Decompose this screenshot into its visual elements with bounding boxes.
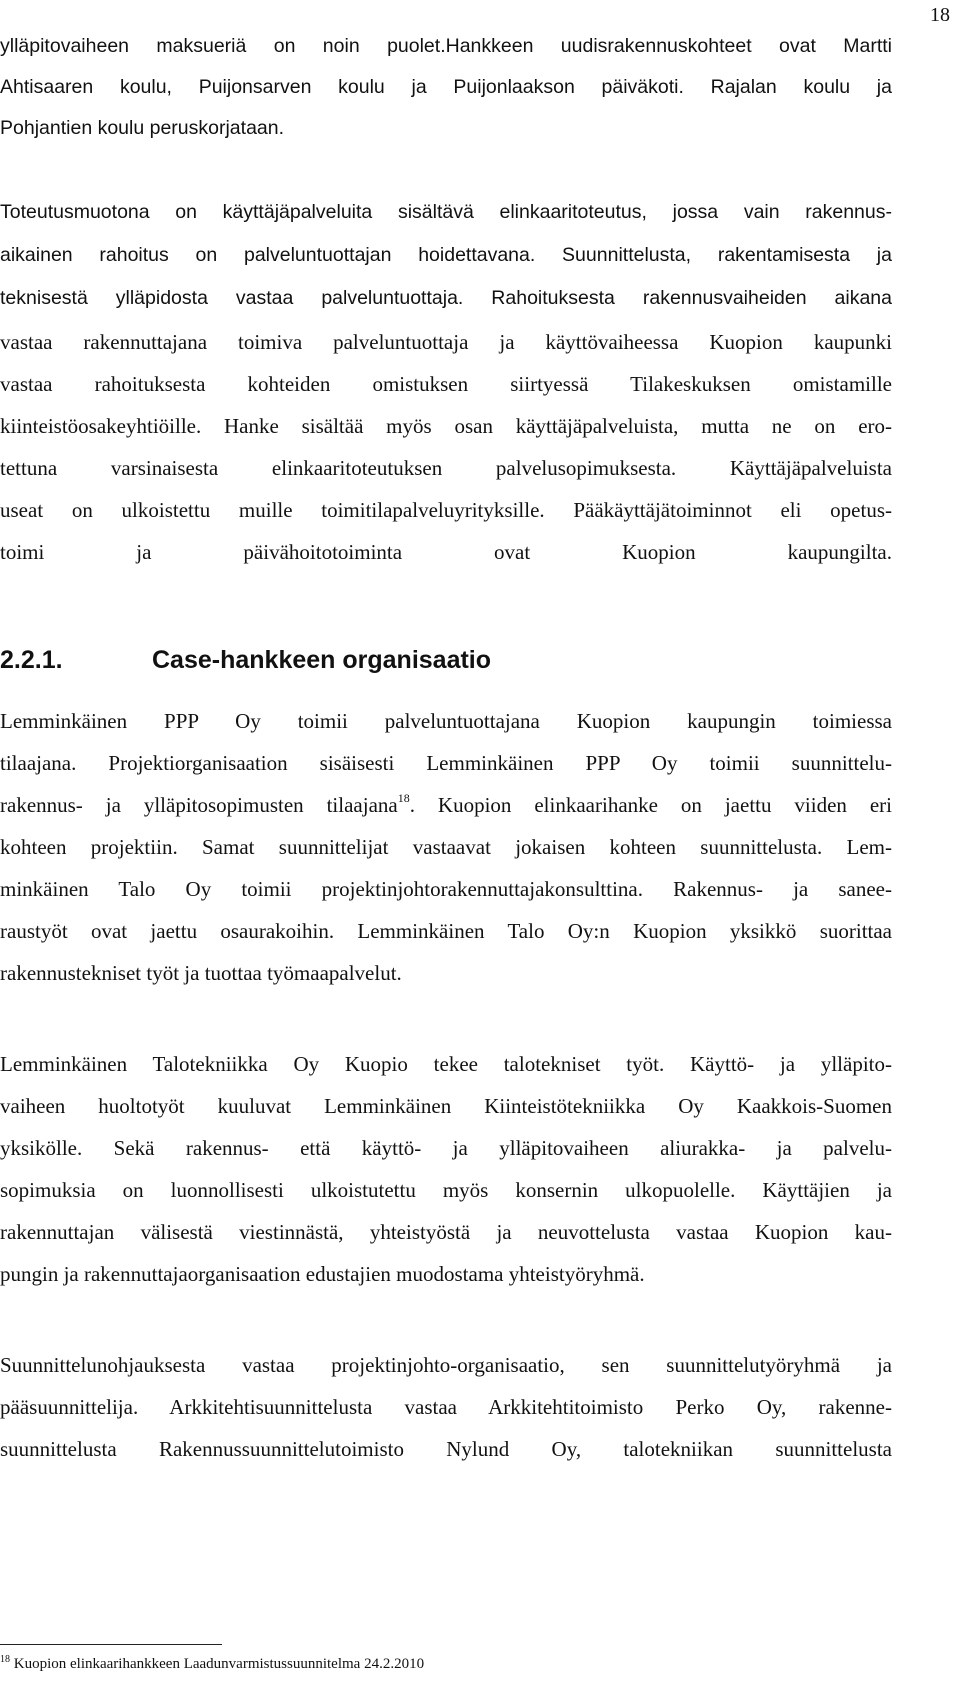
paragraph-line: yksikölle. Sekä rakennus- että käyttö- ja ylläpitovaiheen aliurakka- ja palvelu-	[0, 1136, 892, 1160]
section-number: 2.2.1.	[0, 646, 63, 674]
paragraph-line: vastaa rahoituksesta kohteiden omistuksen siirtyessä Tilakeskuksen omistamille	[0, 372, 892, 396]
footnote-divider	[0, 1644, 222, 1645]
paragraph-line: aikainen rahoitus on palveluntuottajan hoidettavana. Suunnittelusta, rakentamisesta ja	[0, 244, 892, 266]
paragraph-line: ylläpitovaiheen maksueriä on noin puolet.Hankkeen uudisrakennuskohteet ovat Martti	[0, 35, 892, 57]
paragraph-line: Ahtisaaren koulu, Puijonsarven koulu ja Puijonlaakson päiväkoti. Rajalan koulu ja	[0, 76, 892, 98]
footnote-text: Kuopion elinkaarihankkeen Laadunvarmistussuunnitelma 24.2.2010	[10, 1656, 425, 1672]
paragraph-line: pungin ja rakennuttajaorganisaation edustajien muodostama yhteistyöryhmä.	[0, 1262, 645, 1286]
footnote	[0, 1656, 424, 1673]
paragraph-line: raustyöt ovat jaettu osaurakoihin. Lemminkäinen Talo Oy:n Kuopion yksikkö suorittaa	[0, 919, 892, 943]
text-run: . Kuopion elinkaarihanke on jaettu viiden eri	[409, 793, 893, 817]
section-heading	[0, 646, 491, 675]
paragraph-line: Suunnittelunohjauksesta vastaa projektinjohto-organisaatio, sen suunnittelutyöryhmä ja	[0, 1353, 892, 1377]
paragraph-line: Toteutusmuotona on käyttäjäpalveluita sisältävä elinkaaritoteutus, jossa vain rakennus-	[0, 201, 892, 223]
page-number: 18	[930, 4, 950, 26]
text-run: rakennus- ja ylläpitosopimusten tilaajana	[0, 793, 398, 817]
paragraph-line: tilaajana. Projektiorganisaation sisäisesti Lemminkäinen PPP Oy toimii suunnittelu-	[0, 751, 892, 775]
paragraph-line: pääsuunnittelija. Arkkitehtisuunnittelusta vastaa Arkkitehtitoimisto Perko Oy, rakenne-	[0, 1395, 892, 1419]
paragraph-line: teknisestä ylläpidosta vastaa palveluntuottaja. Rahoituksesta rakennusvaiheiden aikana	[0, 287, 892, 309]
section-title: Case-hankkeen organisaatio	[152, 646, 492, 674]
footnote-reference: 18	[397, 791, 410, 805]
footnote-marker: 18	[0, 1654, 10, 1665]
paragraph-line: rakennustekniset työt ja tuottaa työmaapalvelut.	[0, 961, 402, 985]
paragraph-line: useat on ulkoistettu muille toimitilapalveluyrityksille. Pääkäyttäjätoiminnot eli opetus-	[0, 498, 892, 522]
paragraph-line: Lemminkäinen Talotekniikka Oy Kuopio tekee talotekniset työt. Käyttö- ja ylläpito-	[0, 1052, 892, 1076]
paragraph-line	[0, 793, 892, 818]
paragraph-line: vastaa rakennuttajana toimiva palveluntuottaja ja käyttövaiheessa Kuopion kaupunki	[0, 330, 892, 354]
paragraph-line: Lemminkäinen PPP Oy toimii palveluntuottajana Kuopion kaupungin toimiessa	[0, 709, 892, 733]
paragraph-line: vaiheen huoltotyöt kuuluvat Lemminkäinen Kiinteistötekniikka Oy Kaakkois-Suomen	[0, 1094, 892, 1118]
paragraph-line: minkäinen Talo Oy toimii projektinjohtorakennuttajakonsulttina. Rakennus- ja sanee-	[0, 877, 892, 901]
paragraph-line: Pohjantien koulu peruskorjataan.	[0, 117, 285, 139]
paragraph-line: sopimuksia on luonnollisesti ulkoistutettu myös konsernin ulkopuolelle. Käyttäjien ja	[0, 1178, 892, 1202]
paragraph-line: kohteen projektiin. Samat suunnittelijat vastaavat jokaisen kohteen suunnittelusta. Lem-	[0, 835, 892, 859]
paragraph-line: rakennuttajan välisestä viestinnästä, yhteistyöstä ja neuvottelusta vastaa Kuopion kau-	[0, 1220, 892, 1244]
paragraph-line: tettuna varsinaisesta elinkaaritoteutuksen palvelusopimuksesta. Käyttäjäpalveluista	[0, 456, 892, 480]
paragraph-line: kiinteistöosakeyhtiöille. Hanke sisältää myös osan käyttäjäpalveluista, mutta ne on ero-	[0, 414, 892, 438]
paragraph-line: toimi ja päivähoitotoiminta ovat Kuopion kaupungilta.	[0, 540, 892, 564]
paragraph-line: suunnittelusta Rakennussuunnittelutoimisto Nylund Oy, talotekniikan suunnittelusta	[0, 1437, 892, 1461]
